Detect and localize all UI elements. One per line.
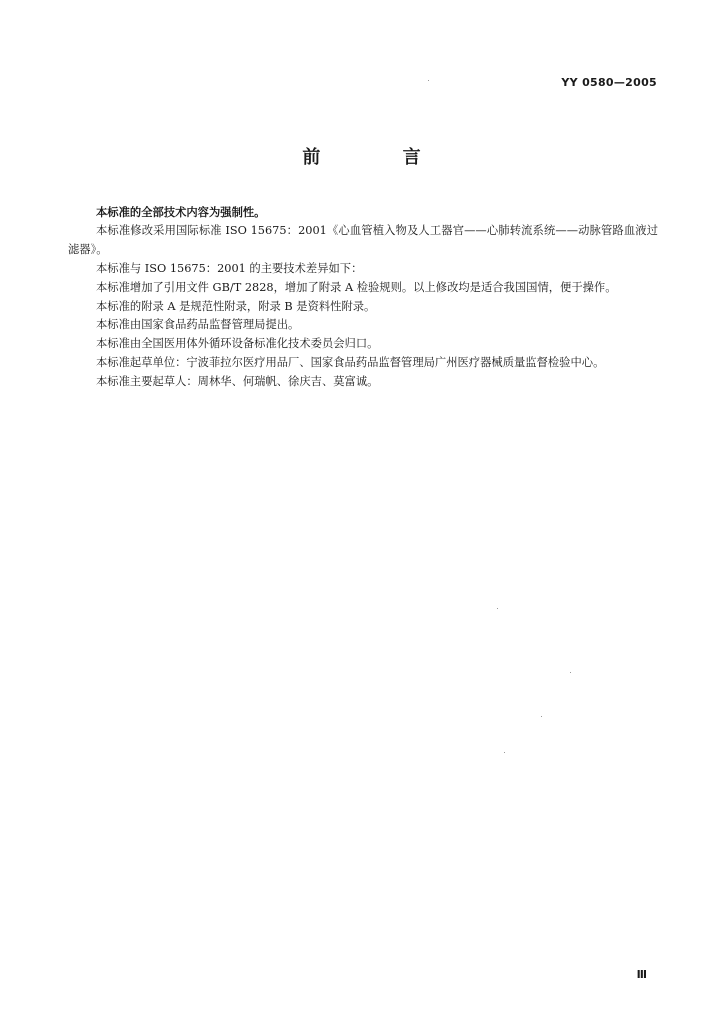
page-number: Ⅲ bbox=[636, 968, 647, 981]
paragraph-proposed-by: 本标准由国家食品药品监督管理局提出。 bbox=[96, 318, 300, 332]
scan-speck bbox=[541, 716, 542, 717]
foreword-body bbox=[68, 203, 658, 392]
paragraph-annexes: 本标准的附录 A 是规范性附录，附录 B 是资料性附录。 bbox=[96, 299, 376, 313]
paragraph-differences: 本标准与 ISO 15675：2001 的主要技术差异如下： bbox=[96, 261, 363, 275]
paragraph-additions: 本标准增加了引用文件 GB/T 2828，增加了附录 A 检验规则。以上修改均是适合我国国情，便于操作。 bbox=[96, 280, 617, 294]
paragraph-mandatory: 本标准的全部技术内容为强制性。 bbox=[96, 205, 266, 219]
scan-speck bbox=[504, 752, 505, 753]
standard-number: YY 0580—2005 bbox=[561, 76, 657, 89]
paragraph-drafters: 本标准主要起草人：周林华、何瑞帆、徐庆吉、莫富诚。 bbox=[96, 375, 379, 389]
scan-speck bbox=[428, 80, 429, 81]
paragraph-drafting-units: 本标准起草单位：宁波菲拉尔医疗用品厂、国家食品药品监督管理局广州医疗器械质量监督检验中心。 bbox=[96, 356, 605, 370]
scan-speck bbox=[497, 608, 498, 609]
scan-speck bbox=[570, 672, 571, 673]
paragraph-centralized-by: 本标准由全国医用体外循环设备标准化技术委员会归口。 bbox=[96, 337, 379, 351]
paragraph-adoption: 本标准修改采用国际标准 ISO 15675：2001《心血管植入物及人工器官——心肺转流系统——动脉管路血液过滤器》。 bbox=[68, 223, 658, 256]
page-title: 前 言 bbox=[302, 147, 459, 168]
